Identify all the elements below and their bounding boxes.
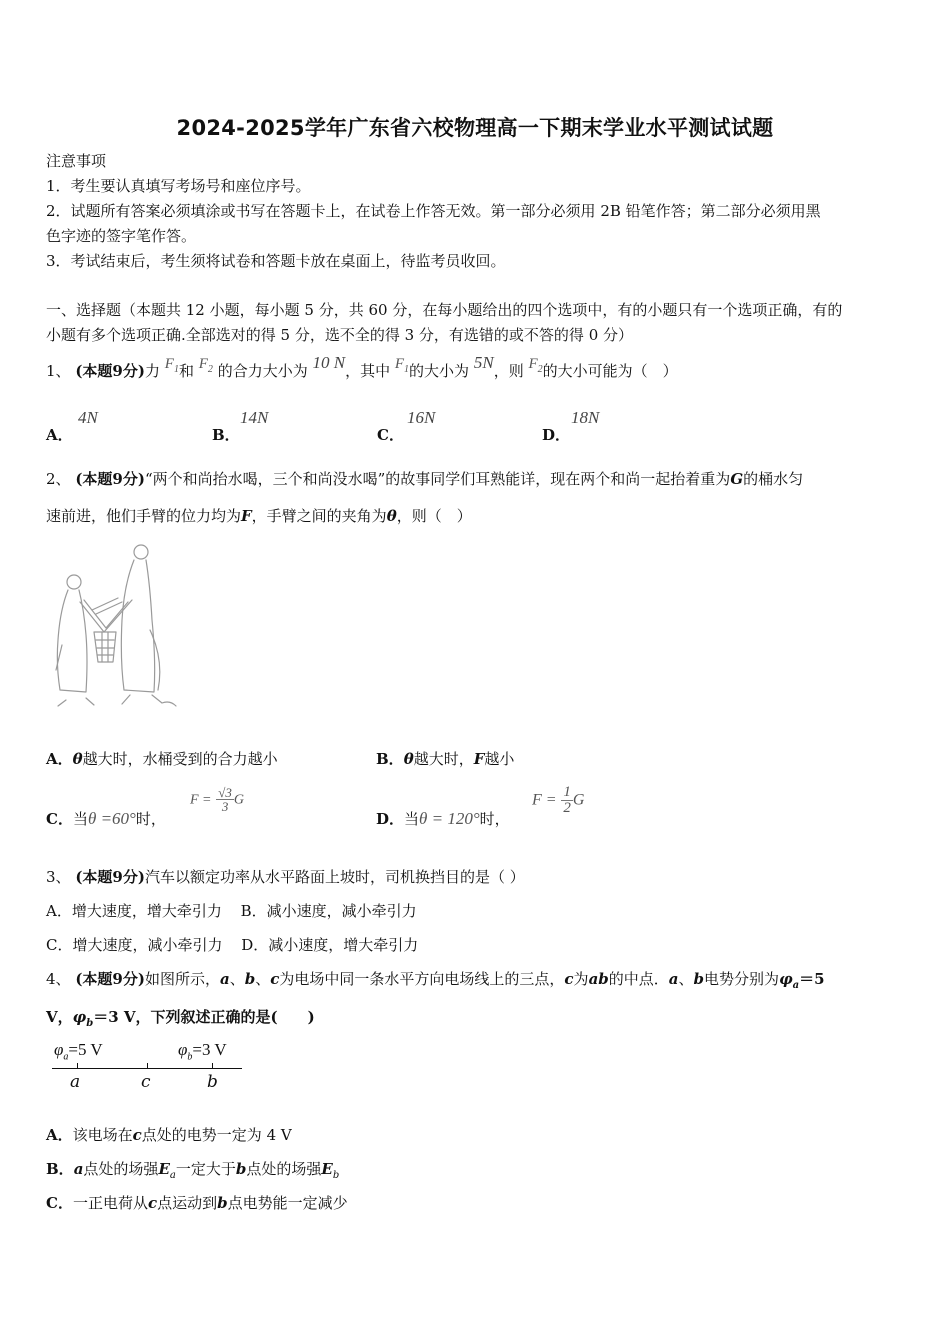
q2-text: ，手臂之间的夹角为 (251, 507, 387, 525)
option-a-label: A． (46, 750, 73, 768)
q1-f1-value: 5N (473, 353, 494, 372)
tick-a (77, 1063, 78, 1069)
phi-a-label: $\varphi_a=5$ V (54, 1040, 103, 1063)
q2-weight: G (730, 470, 744, 488)
q4-option-a (46, 1124, 292, 1146)
q4-point-a: a (73, 1160, 84, 1178)
formula-fraction: $\frac{1}{2}$ (563, 784, 571, 816)
option-c-formula (190, 786, 244, 813)
q4-point-c: c (147, 1194, 158, 1212)
q4-option-b (46, 1158, 339, 1187)
point-b-label: b (207, 1072, 218, 1092)
option-d-text: 时， (479, 810, 510, 828)
q2-force: F (473, 750, 485, 768)
q1-resultant: 10 N (312, 353, 346, 372)
notice-item-1: 1．考生要认真填写考场号和座位序号。 (46, 177, 311, 195)
tick-c (147, 1063, 148, 1069)
q1-text: 的大小可能为（ ） (542, 362, 678, 380)
q4-field-b: E (321, 1160, 333, 1178)
option-c-condition: θ =60° (87, 809, 136, 828)
question-1 (46, 353, 678, 389)
question-score: (本题9分) (75, 470, 145, 488)
option-b: B．减小速度，减小牵引力 (240, 902, 417, 920)
q4-field-a-sub: a (169, 1170, 176, 1181)
option-c-value: 16N (407, 408, 436, 427)
question-4-cont (46, 1006, 315, 1035)
option-c-label: C． (46, 810, 73, 828)
q2-option-b (376, 748, 514, 770)
question-3 (46, 866, 525, 888)
formula-fraction: $\frac{√3}{3}$ (218, 785, 232, 814)
question-score: (本题9分) (75, 970, 145, 988)
q4-text: 如图所示， (144, 970, 220, 988)
q1-text: ，其中 (345, 362, 391, 380)
q2-text: ，则（ ） (396, 507, 472, 525)
option-a-value: 4N (78, 408, 98, 427)
option-d-label: D． (376, 810, 405, 828)
q4-text: 为 (573, 970, 589, 988)
option-a-label: A． (46, 1126, 73, 1144)
option-c-text: 当 (72, 810, 88, 828)
q4-text: V， (46, 1008, 73, 1026)
notice-item-3: 3．考试结束后，考生须将试卷和答题卡放在桌面上，待监考员收回。 (46, 252, 506, 270)
q1-text: 和 (178, 362, 194, 380)
question-score: (本题9分) (75, 868, 145, 886)
formula-rhs: G (572, 791, 585, 809)
q3-text: 汽车以额定功率从水平路面上坡时，司机换挡目的是（ ） (144, 868, 525, 886)
notice-heading: 注意事项 (46, 152, 107, 170)
q4-point-c: c (132, 1126, 142, 1144)
q4-point-a: a (219, 970, 230, 988)
option-c-text: 点电势能一定减少 (227, 1194, 348, 1212)
page-title: 2024-2025学年广东省六校物理高一下期末学业水平测试试题 (176, 116, 774, 140)
q4-point-b: b (693, 970, 705, 988)
option-c: C．增大速度，减小牵引力 (46, 936, 223, 954)
notice-item-2-cont: 色字迹的签字笔作答。 (46, 227, 197, 245)
q4-segment-ab: ab (588, 970, 609, 988)
option-a-text: 点处的电势一定为 4 V (141, 1126, 292, 1144)
option-a-label: A． (46, 426, 73, 444)
option-b-text: 点处的场强 (83, 1160, 159, 1178)
option-b-label: B． (46, 1160, 74, 1178)
option-d-condition: θ = 120° (419, 809, 480, 828)
q2-angle: θ (72, 750, 83, 768)
q4-field-b-sub: b (332, 1170, 340, 1181)
question-2 (46, 468, 803, 490)
q2-angle: θ (403, 750, 414, 768)
q2-force: F (241, 507, 252, 525)
option-a: A．增大速度，增大牵引力 (46, 902, 222, 920)
q4-text: 、 (678, 970, 694, 988)
question-2-cont (46, 505, 472, 527)
q4-point-b: b (244, 970, 256, 988)
formula-rhs: G (233, 792, 245, 808)
q4-field-a: E (158, 1160, 170, 1178)
option-b-text: 点处的场强 (246, 1160, 322, 1178)
q4-point-c: c (564, 970, 574, 988)
point-c-label: c (141, 1072, 151, 1092)
q2-angle: θ (386, 507, 397, 525)
point-a-label: a (70, 1072, 81, 1092)
option-c-text: 时， (135, 810, 166, 828)
q4-phi-a: φ (779, 970, 793, 988)
q1-text: ，则 (493, 362, 524, 380)
option-c-label: C． (46, 1194, 73, 1212)
question-number: 1、 (46, 362, 71, 380)
option-c-label: C． (377, 426, 404, 444)
option-a-text: 越大时，水桶受到的合力越小 (82, 750, 278, 768)
question-number: 4、 (46, 970, 71, 988)
q2-text: 速前进，他们手臂的位力均为 (46, 507, 242, 525)
q4-phi-b-sub: b (86, 1018, 94, 1029)
formula-lhs: F = (190, 792, 212, 808)
electric-field-line-figure (52, 1038, 252, 1098)
option-d-label: D． (542, 426, 571, 444)
option-d-value: 18N (571, 408, 600, 427)
q2-option-a (46, 748, 278, 770)
q1-f1-ref: $F_1$ (394, 356, 410, 375)
question-4 (46, 968, 825, 997)
q4-point-b: b (217, 1194, 228, 1212)
option-b-label: B． (212, 426, 240, 444)
q4-text: 、 (255, 970, 271, 988)
q4-phi-a-sub: a (792, 980, 800, 991)
q2-option-d (376, 808, 510, 830)
option-b-text: 一定大于 (175, 1160, 236, 1178)
q1-f2-ref: $F_2$ (528, 356, 543, 375)
q4-text: 为电场中同一条水平方向电场线上的三点， (279, 970, 565, 988)
q1-options (46, 408, 906, 452)
monks-carrying-bucket-illustration (46, 540, 196, 715)
q4-option-c (46, 1192, 348, 1214)
option-d: D．减小速度，增大牵引力 (241, 936, 419, 954)
q4-text: 的中点． (608, 970, 669, 988)
option-c-text: 一正电荷从 (72, 1194, 148, 1212)
option-d-formula (532, 785, 584, 816)
q4-point-a: a (668, 970, 679, 988)
option-a-text: 该电场在 (72, 1126, 133, 1144)
q4-point-c: c (270, 970, 280, 988)
q2-text: 的桶水匀 (743, 470, 804, 488)
q2-text: “两个和尚抬水喝，三个和尚没水喝”的故事同学们耳熟能详，现在两个和尚一起抬着重为 (144, 470, 731, 488)
section-heading-cont: 小题有多个选项正确.全部选对的得 5 分，选不全的得 3 分，有选错的或不答的得 0 分） (46, 326, 634, 344)
q4-text: ＝3 V，下列叙述正确的是( ) (93, 1008, 315, 1026)
option-b-text: 越小 (484, 750, 515, 768)
section-heading: 一、选择题（本题共 12 小题，每小题 5 分，共 60 分，在每小题给出的四个选项中，有的小题只有一个选项正确，有的 (46, 301, 843, 319)
q4-point-b: b (235, 1160, 247, 1178)
q4-text: 电势分别为 (704, 970, 780, 988)
notice-item-2: 2．试题所有答案必须填涂或书写在答题卡上，在试卷上作答无效。第一部分必须用 2B 铅笔作答；第二部分必须用黑 (46, 202, 821, 220)
q4-phi-a-value: ＝5 (799, 970, 825, 988)
q3-options-row-1 (46, 900, 417, 922)
q2-option-c (46, 808, 166, 830)
q4-phi-b: φ (72, 1008, 87, 1026)
question-score: (本题9分) (75, 362, 145, 380)
option-b-value: 14N (240, 408, 269, 427)
q3-options-row-2 (46, 934, 418, 956)
question-number: 2、 (46, 470, 71, 488)
q4-text: 、 (229, 970, 245, 988)
option-b-label: B． (376, 750, 404, 768)
option-b-text: 越大时， (413, 750, 474, 768)
option-c-text: 点运动到 (157, 1194, 218, 1212)
phi-b-label: $\varphi_b=3$ V (178, 1040, 227, 1063)
q1-f2: $F_2$ (198, 356, 213, 375)
q1-text: 力 (144, 362, 160, 380)
q1-text: 的大小为 (409, 362, 470, 380)
q1-text: 的合力大小为 (217, 362, 308, 380)
tick-b (212, 1063, 213, 1069)
option-d-text: 当 (404, 810, 420, 828)
q1-f1: $F_1$ (164, 356, 179, 375)
question-number: 3、 (46, 868, 71, 886)
formula-lhs: F = (532, 791, 557, 809)
